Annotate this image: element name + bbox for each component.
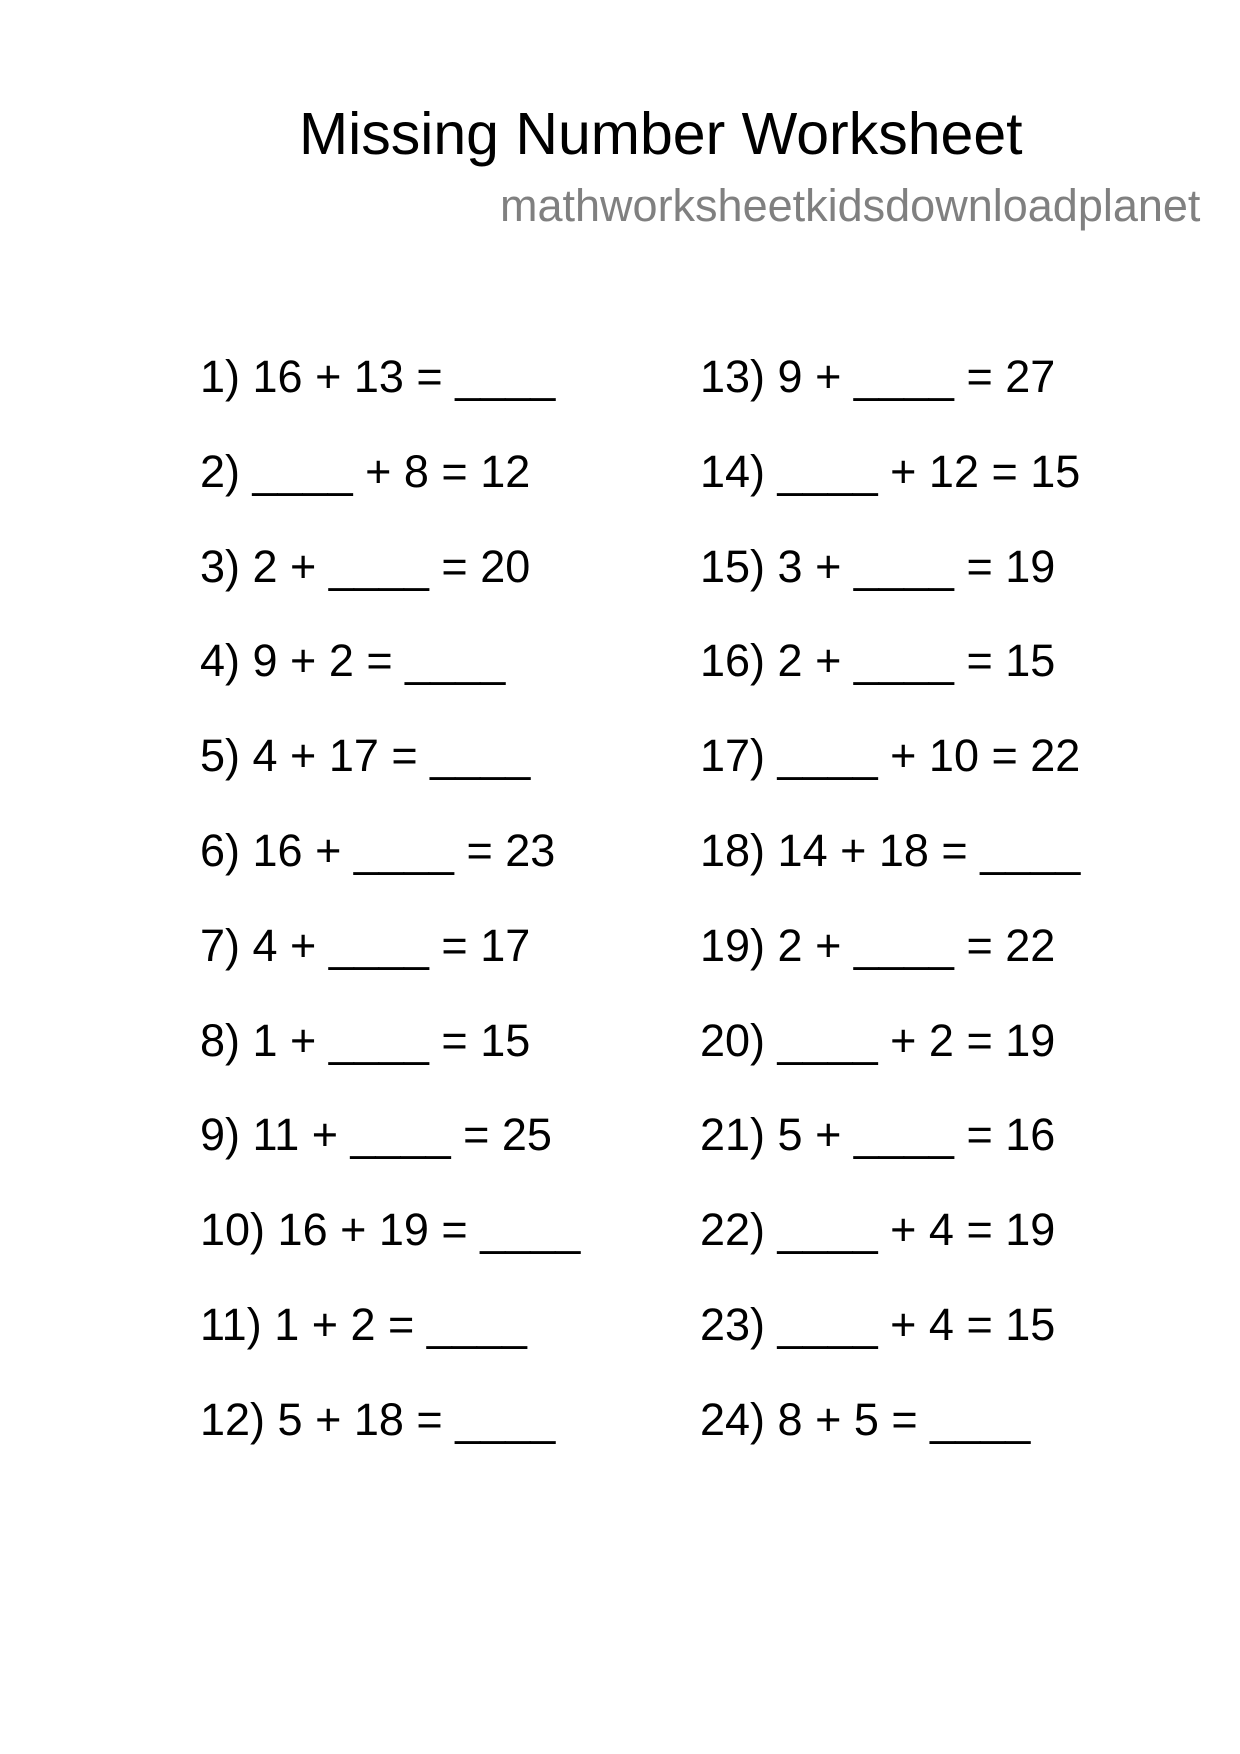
worksheet-source: mathworksheetkidsdownloadplanet [500, 180, 1201, 231]
problem-4: 4) 9 + 2 = ____ [200, 635, 506, 687]
problems-column-left [200, 351, 680, 1492]
problems-column-right [700, 351, 1180, 1492]
problem-19: 19) 2 + ____ = 22 [700, 919, 1056, 971]
problem-13: 13) 9 + ____ = 27 [700, 351, 1056, 402]
problem-9: 9) 11 + ____ = 25 [200, 1109, 552, 1161]
problem-3: 3) 2 + ____ = 20 [200, 540, 531, 592]
problem-17: 17) ____ + 10 = 22 [700, 730, 1081, 782]
problem-5: 5) 4 + 17 = ____ [200, 730, 531, 782]
problem-8: 8) 1 + ____ = 15 [200, 1014, 531, 1066]
problem-12: 12) 5 + 18 = ____ [200, 1393, 556, 1445]
problem-1: 1) 16 + 13 = ____ [200, 351, 556, 402]
problem-22: 22) ____ + 4 = 19 [700, 1204, 1056, 1256]
problem-20: 20) ____ + 2 = 19 [700, 1014, 1056, 1066]
problem-14: 14) ____ + 12 = 15 [700, 445, 1081, 497]
problem-10: 10) 16 + 19 = ____ [200, 1204, 581, 1256]
problem-18: 18) 14 + 18 = ____ [700, 824, 1081, 876]
problem-21: 21) 5 + ____ = 16 [700, 1109, 1056, 1161]
problem-15: 15) 3 + ____ = 19 [700, 540, 1056, 592]
problem-11: 11) 1 + 2 = ____ [200, 1298, 527, 1350]
problem-24: 24) 8 + 5 = ____ [700, 1393, 1031, 1445]
problem-6: 6) 16 + ____ = 23 [200, 824, 556, 876]
problem-7: 7) 4 + ____ = 17 [200, 919, 531, 971]
problem-23: 23) ____ + 4 = 15 [700, 1298, 1056, 1350]
worksheet-title: Missing Number Worksheet [299, 101, 1023, 167]
problem-16: 16) 2 + ____ = 15 [700, 635, 1056, 687]
problem-2: 2) ____ + 8 = 12 [200, 445, 531, 497]
